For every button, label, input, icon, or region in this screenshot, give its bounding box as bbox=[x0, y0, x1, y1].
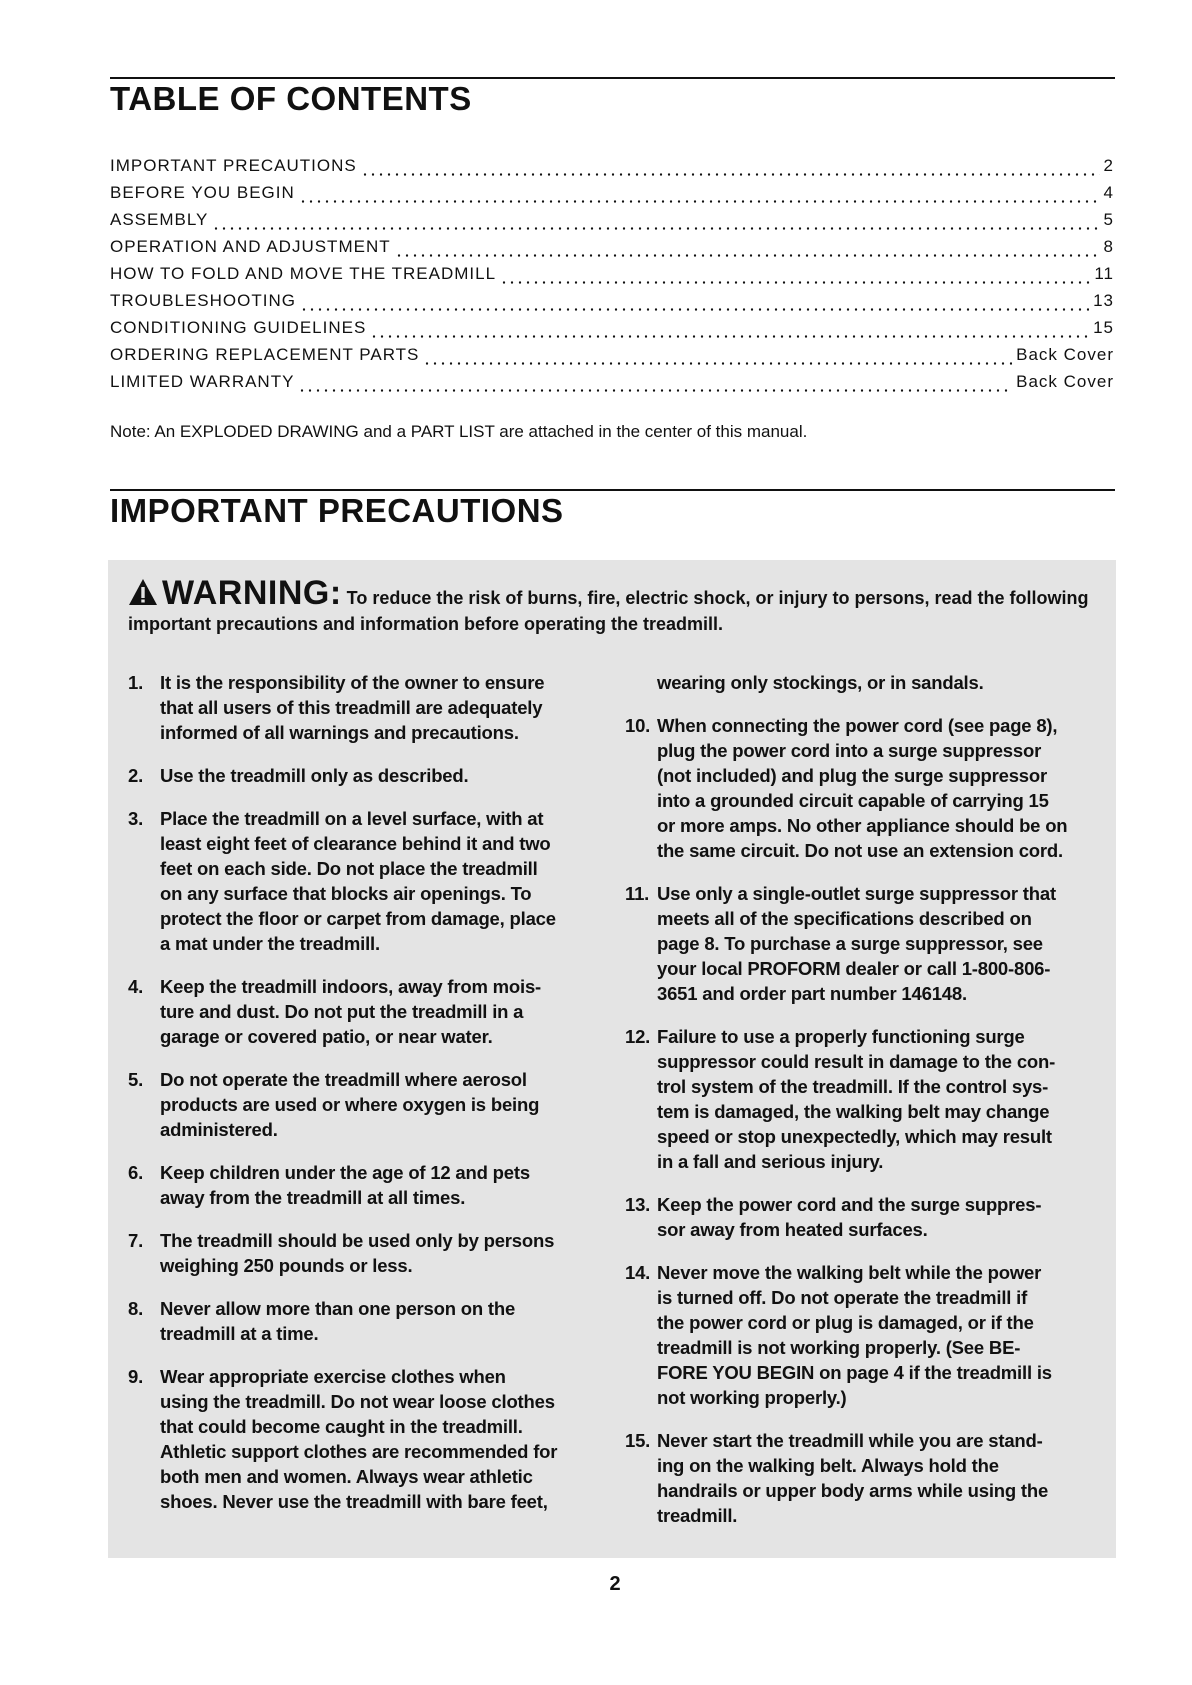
item-number: 3. bbox=[128, 808, 144, 829]
list-item bbox=[128, 1160, 557, 1210]
item-number: 8. bbox=[128, 1298, 144, 1319]
toc-entry-label: LIMITED WARRANTY bbox=[110, 372, 295, 391]
toc-entry[interactable] bbox=[110, 210, 1114, 237]
toc-entry[interactable] bbox=[110, 156, 1114, 183]
dot-leader bbox=[370, 335, 1089, 338]
item-text: Use the treadmill only as described. bbox=[160, 765, 469, 786]
toc-entry-page: 5 bbox=[1103, 210, 1114, 229]
item-text: Keep children under the age of 12 and pets away from the treadmill at all times. bbox=[160, 1162, 530, 1208]
item-number: 7. bbox=[128, 1230, 144, 1251]
toc-entry-page: 11 bbox=[1094, 264, 1114, 283]
item-text: Keep the power cord and the surge suppres- sor away from heated surfaces. bbox=[657, 1194, 1042, 1240]
item-text: Use only a single-outlet surge suppressor that meets all of the specifications described on page 8. To purchase a surge suppressor, see your local PROFORM dealer or call 1-800-806- 3651 and order part number 146148. bbox=[657, 883, 1056, 1004]
list-item bbox=[128, 763, 557, 788]
list-item bbox=[128, 1296, 557, 1346]
item-number: 14. bbox=[625, 1262, 651, 1283]
toc-entry-page: Back Cover bbox=[1016, 345, 1114, 364]
warning-triangle-icon bbox=[128, 578, 158, 606]
list-item bbox=[128, 1364, 557, 1514]
item-text: Do not operate the treadmill where aerosol products are used or where oxygen is being administered. bbox=[160, 1069, 540, 1140]
toc-entry[interactable] bbox=[110, 183, 1114, 210]
divider bbox=[110, 489, 1115, 491]
item-text: Keep the treadmill indoors, away from mois- ture and dust. Do not put the treadmill in a garage or covered patio, or near water. bbox=[160, 976, 542, 1047]
item-text: Failure to use a properly functioning surge suppressor could result in damage to the con- trol system of the treadmill. If the control sys- tem is damaged, the walking belt may change speed or stop unexpectedly, which may result in a fall and serious injury. bbox=[657, 1026, 1056, 1172]
toc-list bbox=[110, 156, 1114, 399]
list-item-continued bbox=[657, 670, 1067, 695]
toc-entry-page: Back Cover bbox=[1016, 372, 1114, 391]
list-item bbox=[128, 974, 557, 1049]
toc-entry[interactable] bbox=[110, 264, 1114, 291]
toc-entry[interactable] bbox=[110, 291, 1114, 318]
list-item bbox=[625, 1192, 1067, 1242]
list-item bbox=[128, 1067, 557, 1142]
section-title: IMPORTANT PRECAUTIONS bbox=[110, 492, 564, 529]
toc-entry[interactable] bbox=[110, 345, 1114, 372]
toc-entry-page: 8 bbox=[1103, 237, 1114, 256]
dot-leader bbox=[300, 308, 1089, 311]
dot-leader bbox=[361, 173, 1100, 176]
toc-entry[interactable] bbox=[110, 372, 1114, 399]
toc-entry-page: 4 bbox=[1103, 183, 1114, 202]
item-number: 2. bbox=[128, 765, 144, 786]
warning-text: To reduce the risk of burns, fire, electric shock, or injury to persons, read the following important precautions and information before operating the treadmill. bbox=[128, 588, 1089, 634]
dot-leader bbox=[395, 254, 1100, 257]
toc-entry-label: OPERATION AND ADJUSTMENT bbox=[110, 237, 391, 256]
list-item bbox=[625, 881, 1067, 1006]
toc-title: TABLE OF CONTENTS bbox=[110, 80, 472, 117]
toc-entry-label: IMPORTANT PRECAUTIONS bbox=[110, 156, 357, 175]
right-column bbox=[625, 670, 1067, 1546]
toc-entry-label: TROUBLESHOOTING bbox=[110, 291, 296, 310]
toc-entry[interactable] bbox=[110, 237, 1114, 264]
list-item bbox=[625, 1428, 1067, 1528]
item-text: Wear appropriate exercise clothes when using the treadmill. Do not wear loose clothes that could become caught in the treadmill. Athletic support clothes are recommended for both men and women. Always wear athletic shoes. Never use the treadmill with bare feet, bbox=[160, 1366, 558, 1512]
item-number: 5. bbox=[128, 1069, 144, 1090]
dot-leader bbox=[500, 281, 1090, 284]
item-text: The treadmill should be used only by persons weighing 250 pounds or less. bbox=[160, 1230, 555, 1276]
list-item bbox=[625, 1024, 1067, 1174]
item-number: 13. bbox=[625, 1194, 651, 1215]
item-number: 4. bbox=[128, 976, 144, 997]
item-text: It is the responsibility of the owner to ensure that all users of this treadmill are adequately informed of all warnings and precautions. bbox=[160, 672, 545, 743]
toc-entry-label: ORDERING REPLACEMENT PARTS bbox=[110, 345, 420, 364]
left-column bbox=[128, 670, 557, 1532]
warning-box bbox=[108, 560, 1116, 1558]
page-number: 2 bbox=[609, 1573, 621, 1595]
list-item bbox=[128, 670, 557, 745]
toc-entry-label: HOW TO FOLD AND MOVE THE TREADMILL bbox=[110, 264, 497, 283]
item-number: 15. bbox=[625, 1430, 651, 1451]
divider bbox=[110, 77, 1115, 79]
item-number: 6. bbox=[128, 1162, 144, 1183]
dot-leader bbox=[212, 227, 1099, 230]
item-number: 9. bbox=[128, 1366, 144, 1387]
dot-leader bbox=[299, 200, 1100, 203]
toc-entry-label: ASSEMBLY bbox=[110, 210, 209, 229]
toc-entry[interactable] bbox=[110, 318, 1114, 345]
warning-statement bbox=[128, 574, 1098, 637]
list-item bbox=[128, 1228, 557, 1278]
toc-entry-page: 2 bbox=[1103, 156, 1114, 175]
item-text: Never start the treadmill while you are stand- ing on the walking belt. Always hold the handrails or upper body arms while using the treadmill. bbox=[657, 1430, 1049, 1526]
item-number: 12. bbox=[625, 1026, 651, 1047]
toc-entry-label: CONDITIONING GUIDELINES bbox=[110, 318, 367, 337]
dot-leader bbox=[298, 389, 1012, 392]
list-item bbox=[625, 713, 1067, 863]
toc-entry-page: 13 bbox=[1093, 291, 1114, 310]
toc-entry-page: 15 bbox=[1093, 318, 1114, 337]
toc-entry-label: BEFORE YOU BEGIN bbox=[110, 183, 295, 202]
dot-leader bbox=[423, 362, 1012, 365]
warning-word: WARNING: bbox=[162, 574, 342, 612]
item-text: When connecting the power cord (see page 8), plug the power cord into a surge suppressor (not included) and plug the surge suppressor into a grounded circuit capable of carrying 15 or more amps. No other appliance should be on the same circuit. Do not use an extension cord. bbox=[657, 715, 1068, 861]
item-text: Place the treadmill on a level surface, with at least eight feet of clearance behind it and two feet on each side. Do not place the treadmill on any surface that blocks air openings. To protect the floor or carpet from damage, place a mat under the treadmill. bbox=[160, 808, 556, 954]
item-text: Never allow more than one person on the treadmill at a time. bbox=[160, 1298, 516, 1344]
toc-note: Note: An EXPLODED DRAWING and a PART LIST are attached in the center of this manual. bbox=[110, 422, 808, 441]
item-text: wearing only stockings, or in sandals. bbox=[657, 672, 984, 693]
item-number: 11. bbox=[625, 883, 650, 904]
list-item bbox=[625, 1260, 1067, 1410]
item-number: 10. bbox=[625, 715, 651, 736]
item-text: Never move the walking belt while the power is turned off. Do not operate the treadmill if the power cord or plug is damaged, or if the treadmill is not working properly. (See BE- FORE YOU BEGIN on page 4 if the treadmill is not working properly.) bbox=[657, 1262, 1052, 1408]
item-number: 1. bbox=[128, 672, 144, 693]
list-item bbox=[128, 806, 557, 956]
